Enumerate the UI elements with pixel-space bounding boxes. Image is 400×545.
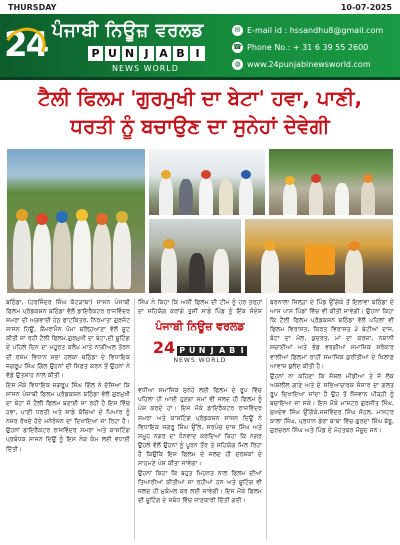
brand-letter: B [173, 46, 188, 61]
article-body [6, 298, 394, 543]
photo-outdoor-crowd [268, 148, 394, 216]
photo-film-camera [244, 218, 394, 294]
article-paragraph: ਸਿੰਘ ਨੇ ਕਿਹਾ ਕਿ ਅਸੀਂ ਫਿਲਮ ਦੀ ਟੀਮ ਨੂੰ ਹਰ ਤਰ੍ਹਾਂ ਦਾ ਸਹਿਯੋਗ ਕਰਾਂਗੇ ਤੁਸੀਂ ਸਾਡੇ ਪਿੰਡ ਨੂੰ ਇੱਕ ਸੰਦੇਸ਼ [138, 299, 262, 316]
article-paragraph: ਇਸ ਮੌਕੇ ਵਿਧਾਇਕ ਜਗਰੂਪ ਸਿੰਘ ਗਿੱਲ ਨੇ ਦੱਸਿਆ ਕਿ ਸਾਜਨ ਪੰਜਾਬੀ ਫਿਲਮ ਪ੍ਰੋਡਕਸ਼ਨ ਬਠਿੰਡਾ ਵੱਲੋਂ ਗੁਰਮੁਖੀ ਦਾ ਬੇਟਾ ਜੋ ਟੈਲੀ ਫਿਲਮ ਬਣਾਈ ਜਾ ਰਹੀ ਹੈ ਇਸ ਵਿੱਚ ਹਵਾ, ਪਾਣੀ ਧਰਤੀ ਅਤੇ ਸਾਡੇ ਬੱਚਿਆਂ ਦੇ ਪਿਆਰ ਨੂੰ ਨਜ਼ਰ ਰੱਖਦੇ ਹੋਏ ਮਨੋਰੰਜਨ ਦਾ ਦਿਖਾਇਆ ਜਾ ਰਿਹਾ ਹੈ। ਉਹਨਾਂ ਡਾਇਰੈਕਟਰ ਰਾਜਵਿੰਦਰ ਸਮਰਾ ਅਤੇ ਕਾਸਟਿੰਗ ਪ੍ਰਬੰਧਕ ਸਾਜਨ ਦਿਊਂ ਨੂੰ ਇਸ ਨੇਕ ਕੰਮ ਲਈ ਵਧਾਈ ਦਿੱਤੀ। [6, 381, 130, 453]
inline-logo-letter: U [188, 346, 196, 355]
inline-logo-letter: B [229, 346, 236, 355]
contact-block [232, 22, 397, 73]
brand-letter: J [139, 46, 154, 61]
photo-shooting-scene [148, 218, 242, 294]
inline-logo-number: 24 [152, 338, 176, 357]
inline-brand-logo [138, 316, 262, 372]
brand-letter: A [156, 46, 171, 61]
inline-logo-letters [177, 338, 247, 357]
logo-24 [4, 20, 46, 70]
issue-date: 10-07-2025 [340, 2, 392, 12]
article-column-1 [6, 298, 130, 540]
brand-letter: U [105, 46, 120, 61]
inline-logo-letter: I [237, 346, 247, 356]
inline-logo-letter: N [198, 346, 206, 355]
globe-icon: ◍ [232, 59, 243, 70]
inline-logo-letter: A [219, 346, 226, 355]
contact-phone[interactable]: Phone No.: + 31 6 39 55 2600 [247, 43, 369, 52]
headline-line-2: ਧਰਤੀ ਨੂੰ ਬਚਾਉਣ ਦਾ ਸੁਨੇਹਾਂ ਦੇਵੇਗੀ [70, 114, 330, 138]
inline-logo-title: ਪੰਜਾਬੀ ਨਿਊਜ਼ ਵਰਲਡ [155, 320, 245, 333]
headline [6, 84, 394, 140]
contact-web-row[interactable] [232, 56, 397, 73]
logo-number: 24 [4, 25, 48, 65]
brand-letter: N [122, 46, 137, 61]
brand-tagline: NEWS WORLD [112, 64, 179, 73]
contact-email-row[interactable] [232, 22, 397, 39]
inline-logo-tagline: NEWS WORLD [173, 357, 227, 364]
brand-letter: I [190, 46, 205, 61]
inline-logo-letter: P [177, 346, 187, 356]
photo-group-outdoor [148, 148, 266, 216]
inline-logo-letter: J [207, 346, 217, 356]
masthead [0, 14, 400, 80]
brand-title: ਪੰਜਾਬੀ ਨਿਊਜ਼ ਵਰਲਡ [52, 20, 204, 41]
article-paragraph: ਵਧੀਆ ਸਮਾਜਿਕ ਸੁਨੇਹੇ ਲਈ ਫਿਲਮ ਦੇ ਰੂਪ ਵਿੱਚ ਪਹਿਲਾ ਹੀ ਆਈ ਹੁਣਗਾ ਸਮਾਂ ਵੀ ਜਲਦ ਹੀ ਫਿਲਮ ਨੂੰ ਪੇਸ਼ ਕਰਦੇ ਹਾਂ। ਇਸ ਮੌਕੇ ਡਾਇਰੈਕਟਰ ਰਾਜਵਿੰਦਰ ਸਮਰਾ ਅਤੇ ਕਾਸਟਿੰਗ ਪ੍ਰੋਡਕਸ਼ਨ ਸਾਜਨ ਦਿਊਂ ਨੇ ਵਿਧਾਇਕ ਜਗਰੂ ਸਿੰਘ ਉੱਲੇ, ਸਰਪੰਚ ਦਾਸ ਸਿੰਘ ਅਤੇ ਸਮੂਹ ਨਗਰ ਦਾ ਧੰਨਵਾਦ ਕਰਦਿਆਂ ਕਿਹਾ ਕਿ ਨਗਰ ਉਹਲੇ ਵੱਲੋਂ ਉਹਨਾਂ ਨੂੰ ਪੂਰਨ ਤੌਰ ਤੇ ਸਹਿਯੋਗ ਮਿਲ ਰਿਹਾ ਹੈ ਕਿਉਂਕਿ ਇਸ ਫਿਲਮ ਦੇ ਜਲਦ ਹੀ ਦਰਸ਼ਕਾਂ ਦੇ ਸਾਹਮਣੇ ਪੇਸ਼ ਕੀਤਾ ਜਾਵੇਗਾ। [138, 387, 262, 468]
date-strip [0, 0, 400, 14]
article-paragraph: ਬਠਿੰਡਾ, (ਹਰਜਿੰਦਰ ਸਿੰਘ ਕੱਟੜਾਬਾ) ਸਾਜਨ ਪੰਜਾਬੀ ਫਿਲਮ ਪ੍ਰੋਡਕਸ਼ਨ ਬਠਿੰਡਾ ਵੱਲੋਂ ਡਾਇਰੈਕਟਰ ਰਾਜਵਿੰਦਰ ਸਮਰਾ ਦੀ ਅਗਵਾਈ ਹੇਠ ਫਾਟਕਿਤਰ, ਨਿਰਮਾਤਾ ਗੁਰਜੰਟ ਸਾਜਨ ਹਿਊਂ, ਕੈਮਰਾਮੈਨ ਪੱਮਾ ਬਲ੍ਹਿਆਣਾ ਵੱਲੋਂ ਸ਼ੂਟ ਕੀਤੀ ਜਾ ਰਹੀ ਟੈਲੀ ਫਿਲਮ,ਗੁਰਮੁਖੀ ਦਾ ਬੇਟਾ,ਦੀ ਸ਼ੂਟਿੰਗ ਦੇ ਪਹਿਲੇ ਦਿਨ ਦਾ ਮਹੂਰਤ ਕਲੈਪ ਮਾਤੇ ਨਾਗੀਅਲ ਤੋਰਨ ਦੀ ਰਸਮ ਵਿਧਾਨ ਸਭਾ ਹਲਕਾ ਬਠਿੰਡਾ ਦੇ ਵਿਧਾਇਕ ਜਗਰੂਪ ਸਿੰਘ ਗਿੱਲ ਉਹਨਾਂ ਦੀ ਸਿਫ਼ਤ ਕਰਨ ਤੋਂ ਉਹਨਾਂ ਨੇ ਵੱਡੇ ਉਤਸ਼ਾਹ ਨਾਲ ਕੀਤੀ। [6, 299, 130, 379]
article-column-3 [270, 298, 394, 540]
brand-sub-letters [88, 46, 205, 61]
article-paragraph: ਉਹਨਾਂ ਕਿਹਾ ਕਿ ਬਹੁਤ ਮਿਹਨਤ ਨਾਲ ਫਿਲਮ ਦੀਆਂ ਤਿਆਰੀਆਂ ਕੀਤੀਆਂ ਜਾ ਰਹੀਆਂ ਹਨ ਅਤੇ ਸ਼ੂਟਿੰਗ ਵੀ ਜਲਦ ਹੀ ਮੁਕੰਮਲ ਕਰ ਲਈ ਜਾਵੇਗੀ। ਇਸ ਮੌਕੇ ਫਿਲਮ ਦੀ ਸ਼ੂਟਿੰਗ ਦੇ ਸਬੰਧ ਵਿੱਚ ਜਾਣਕਾਰੀ ਦਿੱਤੀ ਗਈ। [138, 470, 262, 505]
headline-line-1: ਟੈਲੀ ਫਿਲਮ 'ਗੁਰਮੁਖੀ ਦਾ ਬੇਟਾ' ਹਵਾ, ਪਾਣੀ, [37, 86, 363, 110]
contact-phone-row[interactable] [232, 39, 397, 56]
article-paragraph: ਬਰਨਾਲਾ ਜਿਲ੍ਹਾ ਦੇ ਪਿੰਡ ਉੱਗੋਕੇ ਤੋਂ ਇਲਾਵਾ ਬਠਿੰਡਾ ਦੇ ਆਸ ਪਾਸ ਪਿੰਡਾਂ ਵਿੱਚ ਵੀ ਕੀਤੀ ਜਾਵੇਗੀ। ਉਹਨਾਂ ਕਿਹਾ ਕਿ ਟੈਲੀ ਫਿਲਮ ਪ੍ਰੋਡਕਸ਼ਨ ਬਠਿੰਡਾ ਵੱਲੋਂ ਪਹਿਲਾਂ ਵੀ ਫਿਲਮ ਵਿਰਾਸਤ, ਕਿਰਤ ਵਿਰਾਸਤ 2 ਬੇਟੀਆਂ ਦਾਜ, ਬੰਟਾ ਦਾ ਮੋਲ, ਕੁਦਰਤ, ਮਾਂ ਦਾ ਕਰਜ਼ਾ, ਨਸ਼ਾਨੀ ਸਚਾਈਆਂ ਅਤੇ ਭੰਡ ਵਰਗੀਆਂ ਸਮਾਜਿਕ ਸਰੋਕਾਰ ਵਾਲੀਆਂ ਫਿਲਮਾਂ ਰਾਹੀਂ ਸਮਾਜਿਕ ਕੁਰੀਤੀਆਂ ਦੇ ਖ਼ਿਲਾਫ਼ ਆਵਾਜ਼ ਬੁਲੰਦ ਕੀਤੀ ਹੈ। [270, 299, 394, 370]
contact-website[interactable]: www.24punjabinewsworld.com [247, 60, 371, 69]
article-paragraph: ਉਹਨਾਂ ਨਾ ਕਹਿਣਾ ਕਿ ਸੋਸ਼ਲ ਮੀਡੀਆ ਤੇ ਜੋ ਲੋਕ ਅਸ਼ਲੀਲ ਗਾਣੇ ਅਤੇ ਦੇ ਸਭਿਆਚਾਰਕ ਸੰਸਾਰ ਦਾ ਗਲਤ ਰੂਪ ਦਿਖਾਇਆ ਜਾਂਦਾ ਹੈ ਉਹ ਤੋਂ ਨੌਜਵਾਨ ਪੀੜ੍ਹੀ ਨੂੰ ਬਚਾਇਆ ਜਾ ਸਕੇ। ਇਸ ਮੌਕੇ ਮਾਸਟਰ ਗੁਰਜੀਤ ਸਿੰਘ, ਸੁਖਦੇਵ ਸਿੰਘ ਉੱਗੋਕੇ,ਜਸਵਿੰਦਰ ਸਿੰਘ ਸੋਹਲ, ਮਾਸਟਰ ਕਾਲਾ ਸਿੰਘ, ਪ੍ਰਧਾਨ ਡੇਰਾ ਬਾਬਾ ਵਿੱਚ ਗੁਰਦਾ ਸਿੰਘ ਬੱਝੂ, ਗੁਰਚਰਨ ਸਿੰਘ ਅਤੇ ਪਿੰਡ ਦੇ ਮੋਹਤਬਰ ਮੌਜੂਦ ਸਨ। [270, 372, 394, 435]
brand-letter: P [88, 46, 103, 61]
contact-email[interactable]: E-mail id : hssandhu8@gmail.com [247, 26, 384, 35]
photo-collage [6, 148, 394, 294]
phone-icon: ☎ [233, 43, 242, 51]
weekday: THURSDAY [8, 2, 57, 12]
inline-logo-mark [153, 338, 247, 357]
photo-group-standing [6, 148, 146, 294]
email-icon: ✉ [232, 25, 243, 36]
